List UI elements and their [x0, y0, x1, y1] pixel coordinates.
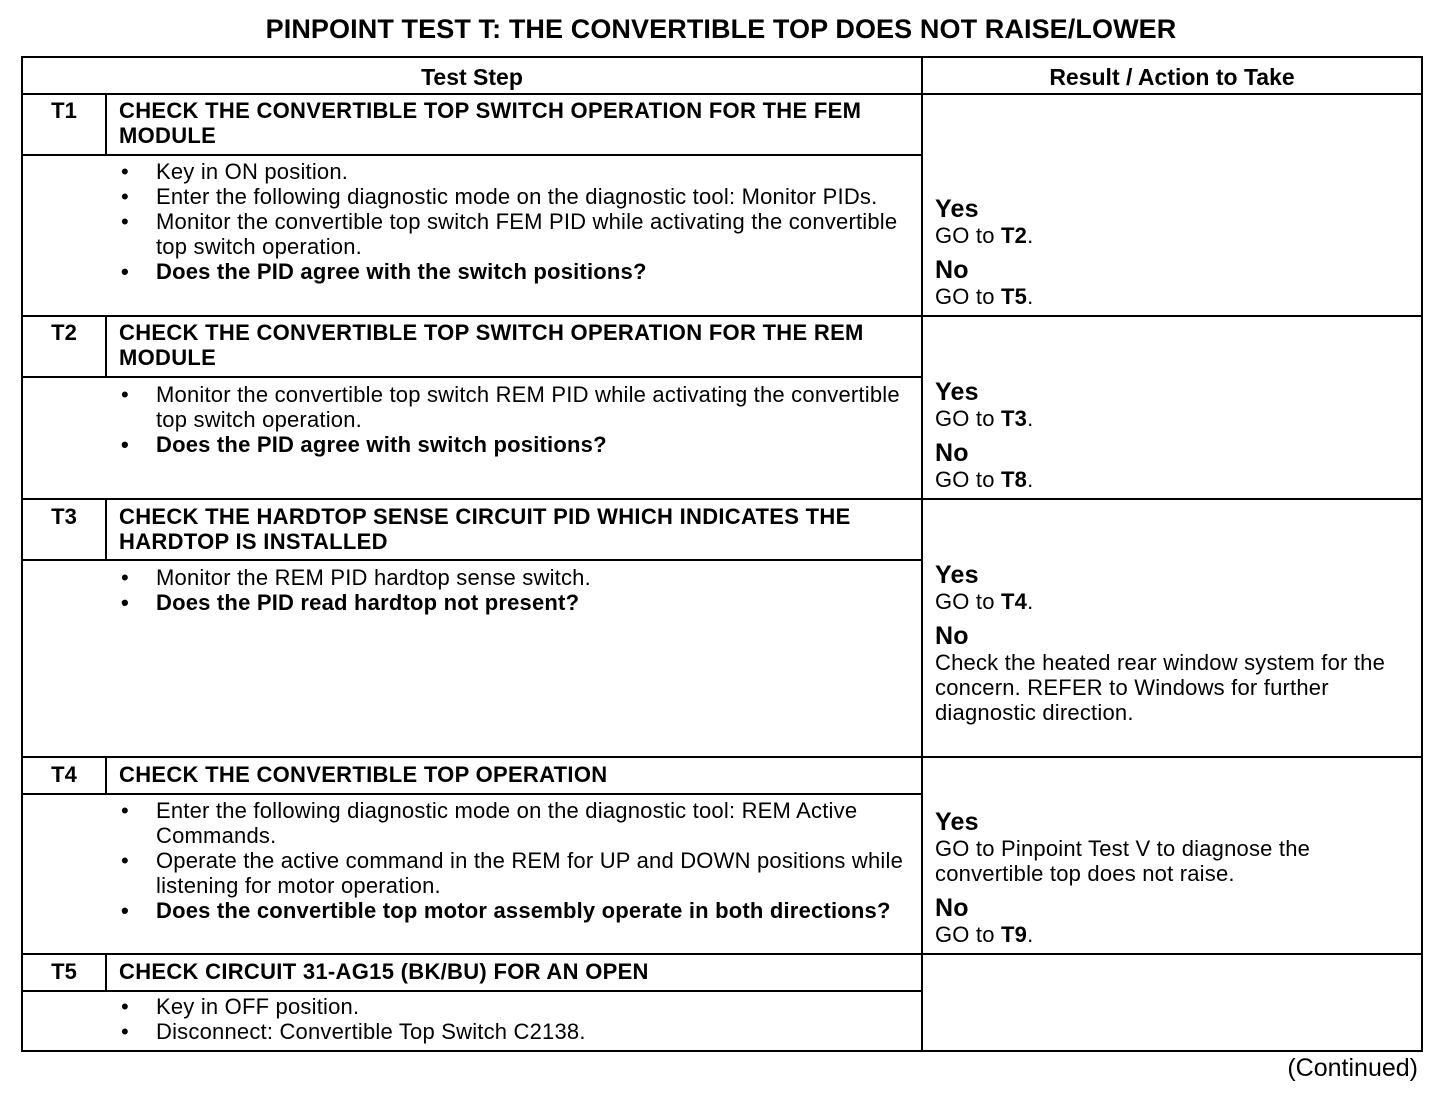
page-title: PINPOINT TEST T: THE CONVERTIBLE TOP DOES NOT RAISE/LOWER: [265, 14, 1177, 44]
column-divider-id-t5: [105, 955, 107, 992]
no-target: T9: [1001, 922, 1028, 947]
yes-action: GO to T3.: [935, 406, 1034, 431]
step-question: • Does the PID agree with switch positions?: [119, 432, 909, 457]
column-divider-id-t2: [105, 317, 107, 378]
no-label: No: [935, 894, 969, 922]
instruction-item: • Operate the active command in the REM for UP and DOWN positions while listening for motor operation.: [119, 848, 909, 898]
row-separator-t3: [23, 498, 1421, 500]
heading-separator-t1: [23, 154, 921, 156]
step-heading: CHECK THE CONVERTIBLE TOP OPERATION: [119, 762, 608, 787]
result-block: [935, 809, 1415, 947]
column-divider-id-t3: [105, 500, 107, 561]
step-heading: CHECK THE CONVERTIBLE TOP SWITCH OPERATION FOR THE FEM MODULE: [119, 98, 862, 148]
step-heading: CHECK CIRCUIT 31-AG15 (BK/BU) FOR AN OPEN: [119, 959, 649, 984]
yes-target: T3: [1001, 406, 1028, 431]
step-heading: CHECK THE CONVERTIBLE TOP SWITCH OPERATION FOR THE REM MODULE: [119, 320, 864, 370]
row-separator-t5: [23, 953, 1421, 955]
header-result-action: Result / Action to Take: [1049, 64, 1295, 90]
yes-action: GO to T2.: [935, 223, 1034, 248]
step-id: T1: [51, 98, 77, 123]
step-instructions: [119, 382, 909, 457]
instruction-item: • Monitor the convertible top switch REM PID while activating the convertible top switch operation.: [119, 382, 909, 432]
no-target: T8: [1001, 467, 1028, 492]
column-divider-result: [921, 58, 923, 1050]
step-id: T5: [51, 959, 77, 984]
step-instructions: [119, 798, 909, 923]
yes-label: Yes: [935, 808, 979, 836]
heading-separator-t2: [23, 376, 921, 378]
no-action: GO to T5.: [935, 284, 1034, 309]
no-action: GO to T8.: [935, 467, 1034, 492]
continued-note: (Continued): [1287, 1054, 1418, 1082]
row-separator-t2: [23, 315, 1421, 317]
instruction-item: • Enter the following diagnostic mode on the diagnostic tool: Monitor PIDs.: [119, 184, 909, 209]
no-action: GO to T9.: [935, 922, 1034, 947]
step-heading: CHECK THE HARDTOP SENSE CIRCUIT PID WHICH INDICATES THE HARDTOP IS INSTALLED: [119, 504, 851, 554]
step-question: • Does the PID agree with the switch positions?: [119, 259, 909, 284]
step-id: T3: [51, 504, 77, 529]
result-block: [935, 562, 1415, 725]
result-block: [935, 379, 1415, 492]
no-target: T5: [1001, 284, 1028, 309]
heading-separator-t5: [23, 990, 921, 992]
instruction-item: • Disconnect: Convertible Top Switch C2138.: [119, 1019, 909, 1044]
column-divider-id-t4: [105, 758, 107, 795]
heading-separator-t4: [23, 793, 921, 795]
step-instructions: [119, 994, 909, 1044]
yes-label: Yes: [935, 378, 979, 406]
step-id: T4: [51, 762, 77, 787]
column-divider-id-t1: [105, 95, 107, 156]
result-block: [935, 196, 1415, 309]
step-instructions: [119, 565, 909, 615]
yes-target: T2: [1001, 223, 1028, 248]
yes-action: GO to T4.: [935, 589, 1034, 614]
step-instructions: [119, 159, 909, 284]
no-label: No: [935, 256, 969, 284]
instruction-item: • Key in OFF position.: [119, 994, 909, 1019]
step-question: • Does the convertible top motor assembly operate in both directions?: [119, 898, 909, 923]
instruction-item: • Key in ON position.: [119, 159, 909, 184]
yes-label: Yes: [935, 195, 979, 223]
instruction-item: • Monitor the REM PID hardtop sense switch.: [119, 565, 909, 590]
yes-action: GO to Pinpoint Test V to diagnose the convertible top does not raise.: [935, 836, 1311, 886]
header-test-step: Test Step: [421, 64, 523, 90]
instruction-item: • Enter the following diagnostic mode on the diagnostic tool: REM Active Commands.: [119, 798, 909, 848]
heading-separator-t3: [23, 559, 921, 561]
no-label: No: [935, 439, 969, 467]
row-separator-t4: [23, 756, 1421, 758]
instruction-item: • Monitor the convertible top switch FEM PID while activating the convertible top switch operation.: [119, 209, 909, 259]
yes-target: T4: [1001, 589, 1028, 614]
no-action: Check the heated rear window system for the concern. REFER to Windows for further diagnostic direction.: [935, 650, 1386, 725]
no-label: No: [935, 622, 969, 650]
yes-label: Yes: [935, 561, 979, 589]
pinpoint-test-table: [21, 56, 1423, 1052]
step-id: T2: [51, 320, 77, 345]
step-question: • Does the PID read hardtop not present?: [119, 590, 909, 615]
